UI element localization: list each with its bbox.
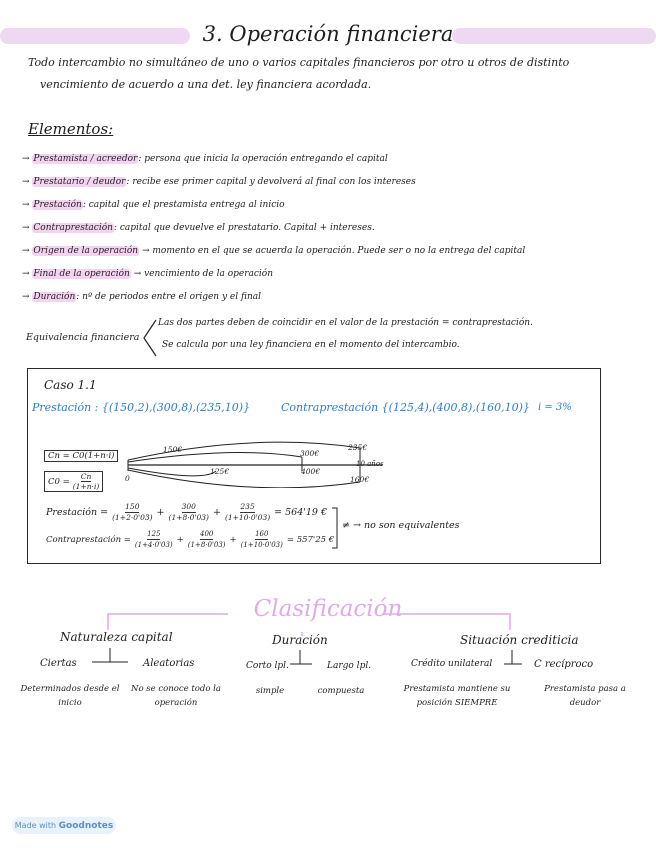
frac-num: 125 bbox=[147, 530, 161, 538]
formula-lhs: C0 = bbox=[48, 476, 70, 487]
classification-heading: Clasificación bbox=[253, 596, 403, 622]
prestacion-set: Prestación : {(150,2),(300,8),(235,10)} bbox=[32, 401, 251, 414]
arrow-icon: → bbox=[22, 246, 30, 256]
term: Prestatario / deudor bbox=[33, 177, 126, 187]
list-item bbox=[22, 263, 525, 286]
frac-num: 160 bbox=[255, 530, 269, 538]
sub-largo: Largo lpl. bbox=[327, 661, 372, 671]
case-conclusion: ≠ → no son equivalentes bbox=[342, 520, 460, 531]
term: Final de la operación bbox=[33, 269, 130, 279]
equivalence-lines bbox=[158, 312, 533, 356]
desc-credito-unilateral: Prestamista mantiene su posición SIEMPRE bbox=[403, 684, 511, 708]
arrow-icon: → bbox=[22, 292, 30, 302]
interest-rate: i = 3% bbox=[538, 402, 572, 413]
calc-label: Contraprestación = bbox=[46, 534, 131, 545]
calc-prestacion: Prestación = $\frac{150}{(1+2\cdot 0'03)}$ + $\frac{300}{(1+8\cdot 0'03)}$ + $\frac{235}{(1+10\cdot 0'03)}$ = 564'19 € bbox=[46, 502, 328, 522]
case-title: Caso 1.1 bbox=[44, 378, 97, 392]
list-item bbox=[22, 194, 525, 217]
arrow-icon: → bbox=[22, 200, 30, 210]
sub-ciertas: Ciertas bbox=[40, 658, 77, 669]
brace-right-icon bbox=[330, 506, 340, 550]
frac-den: (1+8·0'03) bbox=[168, 513, 209, 522]
desc-credito-reciproco: Prestamista pasa a deudor bbox=[544, 684, 626, 708]
connector-left bbox=[108, 614, 228, 630]
arrow-icon: → bbox=[22, 177, 30, 187]
group-naturaleza: Naturaleza capital bbox=[60, 630, 173, 644]
term-desc: : capital que el prestamista entrega al inicio bbox=[82, 200, 285, 210]
page-title: 3. Operación financiera bbox=[202, 22, 454, 46]
timeline-bottom-label-2: 400€ bbox=[301, 467, 321, 476]
desc-corto: simple bbox=[255, 686, 285, 696]
list-item bbox=[22, 217, 525, 240]
term-desc: : persona que inicia la operación entregando el capital bbox=[138, 154, 388, 164]
branch-duracion bbox=[290, 650, 312, 664]
arc-top-inner bbox=[128, 453, 302, 462]
equivalence-line-1: Las dos partes deben de coincidir en el valor de la prestación = contraprestación. bbox=[158, 318, 533, 328]
calc-contraprestacion: Contraprestación = $\frac{125}{(1+4\cdot 0'03)}$ + $\frac{400}{(1+8\cdot 0'03)}$ + $\frac{160}{(1+10\cdot 0'03)}$ = 557'25 € bbox=[46, 530, 335, 549]
timeline-axis-label: 10 años bbox=[356, 460, 384, 468]
formula-discount bbox=[44, 471, 103, 492]
frac-den: (1+10·0'03) bbox=[224, 513, 271, 522]
list-item bbox=[22, 148, 525, 171]
frac-num: 150 bbox=[125, 502, 140, 511]
formula-capitalization bbox=[44, 450, 118, 462]
list-item bbox=[22, 240, 525, 263]
brace-icon bbox=[140, 318, 158, 358]
frac-num: 300 bbox=[181, 502, 196, 511]
timeline-start-label: 0 bbox=[125, 474, 130, 483]
term: Duración bbox=[33, 292, 76, 302]
sub-corto: Corto lpl. bbox=[246, 661, 289, 671]
sub-credito-reciproco: C recíproco bbox=[534, 659, 594, 670]
term-desc: : nº de periodos entre el origen y el final bbox=[76, 292, 262, 302]
list-item bbox=[22, 171, 525, 194]
frac-den: (1+10·0'03) bbox=[240, 541, 283, 549]
timeline-bottom-label-3: 160€ bbox=[350, 475, 370, 484]
term: Contraprestación bbox=[33, 223, 113, 233]
term-desc: : recibe ese primer capital y devolverá al final con los intereses bbox=[126, 177, 416, 187]
timeline-top-label-2: 300€ bbox=[300, 449, 320, 458]
calc-result: = 557'25 € bbox=[286, 534, 335, 545]
intro-paragraph bbox=[28, 52, 618, 96]
group-duracion: Duración bbox=[272, 633, 328, 647]
branch-naturaleza bbox=[92, 648, 128, 662]
term-desc: → momento en el que se acuerda la operación. Puede ser o no la entrega del capital bbox=[141, 246, 526, 256]
contraprestacion-set: Contraprestación {(125,4),(400,8),(160,10)} bbox=[281, 401, 530, 414]
term: Prestamista / acreedor bbox=[33, 154, 138, 164]
desc-largo: compuesta bbox=[317, 686, 365, 696]
term-desc: : capital que devuelve el prestatario. Capital + intereses. bbox=[113, 223, 375, 233]
frac-num: 400 bbox=[199, 530, 214, 538]
elements-list bbox=[22, 148, 525, 309]
formula-den: (1+n·i) bbox=[72, 482, 100, 491]
frac-num: 235 bbox=[240, 502, 255, 511]
group-situacion: Situación crediticia bbox=[460, 633, 579, 647]
arrow-icon: → bbox=[22, 223, 30, 233]
badge-prefix: Made with bbox=[14, 821, 57, 830]
desc-aleatorias: No se conoce todo la operación bbox=[131, 684, 221, 708]
sub-credito-unilateral: Crédito unilateral bbox=[411, 659, 493, 669]
arc-bottom-outer bbox=[128, 470, 360, 488]
arrow-icon: → bbox=[22, 154, 30, 164]
frac-den: (1+4·0'03) bbox=[134, 541, 173, 549]
timeline-top-label-1: 150€ bbox=[163, 445, 183, 454]
calc-result: = 564'19 € bbox=[274, 507, 328, 518]
intro-line-1: Todo intercambio no simultáneo de uno o varios capitales financieros por otro u otros de distinto bbox=[28, 56, 570, 69]
goodnotes-badge bbox=[12, 817, 116, 834]
list-item bbox=[22, 286, 525, 309]
calc-label: Prestación = bbox=[46, 507, 109, 518]
term-desc: → vencimiento de la operación bbox=[133, 269, 274, 279]
equivalence-line-2: Se calcula por una ley financiera en el momento del intercambio. bbox=[162, 340, 460, 350]
connector-right bbox=[382, 614, 510, 630]
equivalence-label: Equivalencia financiera bbox=[26, 332, 140, 343]
timeline-bottom-label-1: 125€ bbox=[210, 467, 230, 476]
sub-aleatorias: Aleatorias bbox=[143, 658, 195, 669]
term: Origen de la operación bbox=[33, 246, 139, 256]
formula-num: Cn bbox=[80, 472, 92, 481]
frac-den: (1+2·0'03) bbox=[112, 513, 153, 522]
formula-text: Cn = C0(1+n·i) bbox=[48, 451, 115, 461]
arc-bottom-inner bbox=[128, 468, 216, 476]
badge-brand: Goodnotes bbox=[58, 821, 114, 831]
frac-den: (1+8·0'03) bbox=[187, 541, 226, 549]
intro-line-2: vencimiento de acuerdo a una det. ley financiera acordada. bbox=[40, 78, 372, 91]
arrow-icon: → bbox=[22, 269, 30, 279]
desc-ciertas: Determinados desde el inicio bbox=[20, 684, 120, 708]
elements-heading: Elementos: bbox=[28, 120, 114, 138]
branch-situacion bbox=[504, 650, 522, 664]
timeline-top-label-3: 235€ bbox=[348, 443, 368, 452]
term: Prestación bbox=[33, 200, 82, 210]
